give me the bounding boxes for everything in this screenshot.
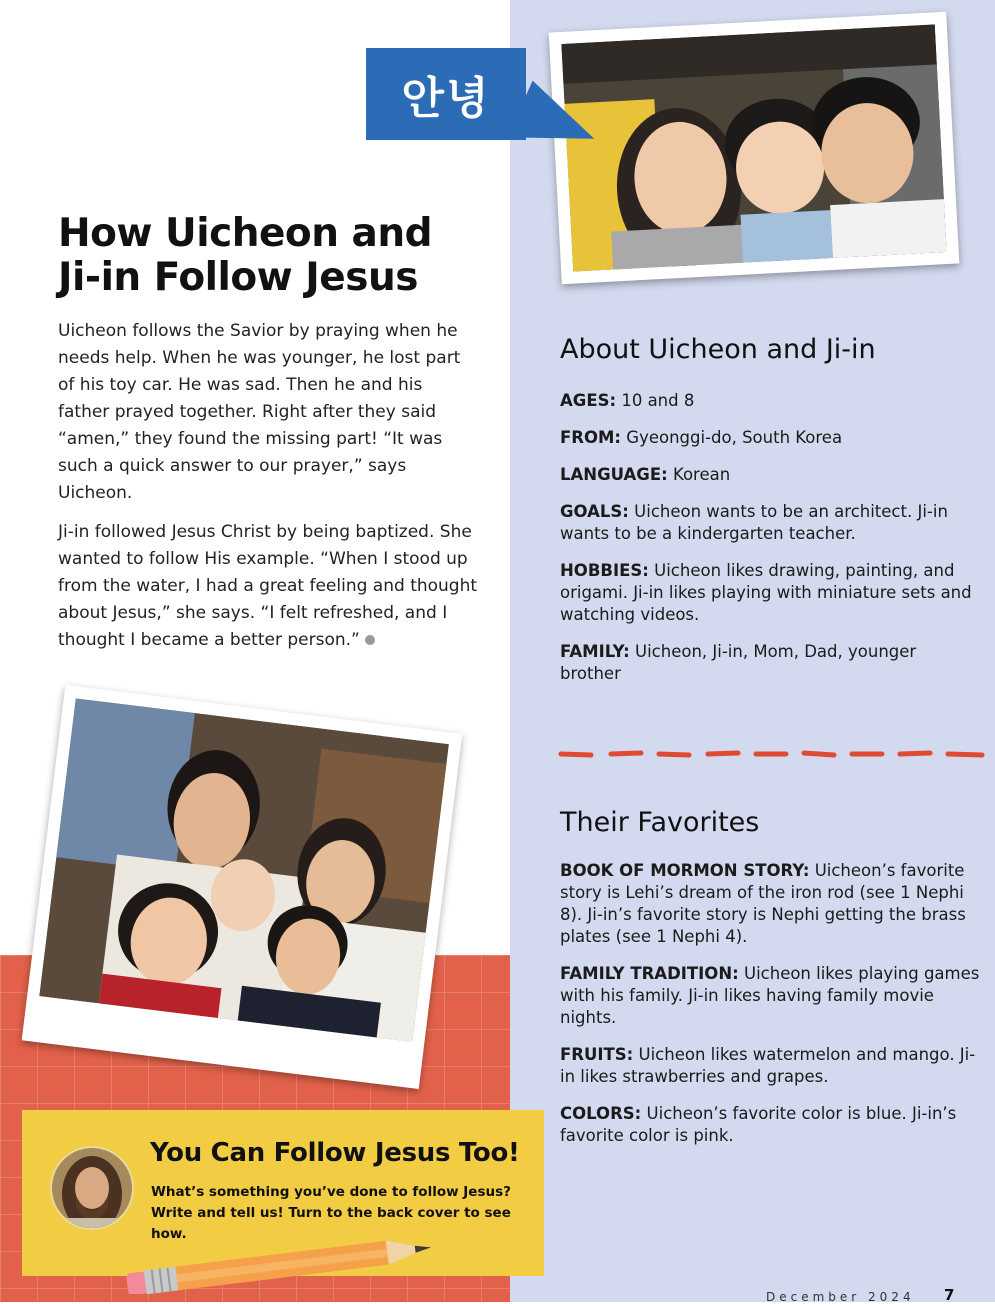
fact-label: FAMILY: (560, 642, 630, 661)
family-photo-image (39, 698, 449, 1042)
fact-from (560, 427, 980, 449)
fact-label: AGES: (560, 391, 617, 410)
jesus-portrait (50, 1146, 134, 1230)
fact-hobbies (560, 560, 980, 626)
fact-ages (560, 390, 980, 412)
fact-value: Gyeonggi-do, South Korea (626, 428, 843, 447)
fact-label: LANGUAGE: (560, 465, 668, 484)
kids-photo (549, 12, 960, 284)
fact-label: GOALS: (560, 502, 629, 521)
article-title (58, 212, 478, 300)
dashed-divider (558, 748, 988, 760)
jesus-portrait-image (52, 1148, 132, 1228)
family-photo (22, 685, 463, 1089)
speech-bubble: 안녕 (366, 48, 526, 140)
favorites-heading: Their Favorites (560, 807, 760, 838)
fact-label: BOOK OF MORMON STORY: (560, 861, 810, 880)
story-paragraph-2-text: Ji-in followed Jesus Christ by being baptized. She wanted to follow His example. “When I stood up from the water, I had a great feeling and thought about Jesus,” she says. “I felt refreshed, and I thought I became a better person.” (58, 522, 478, 650)
fact-family (560, 641, 980, 685)
article-title-line1: How Uicheon and (58, 211, 433, 256)
fact-value: Uicheon likes watermelon and mango. Ji-in likes strawberries and grapes. (560, 1045, 976, 1086)
kids-photo-image (561, 24, 946, 271)
fact-family-tradition (560, 963, 980, 1029)
callout-line-1: What’s something you’ve done to follow Jesus? (151, 1184, 511, 1200)
about-heading: About Uicheon and Ji-in (560, 334, 876, 365)
issue-date: December 2024 (766, 1290, 915, 1304)
fact-colors (560, 1103, 980, 1147)
story-paragraph-2 (58, 519, 478, 654)
fact-language (560, 464, 980, 486)
article-body (58, 318, 478, 666)
fact-value: Uicheon’s favorite color is blue. Ji-in’s favorite color is pink. (560, 1104, 957, 1145)
fact-value: Uicheon’s favorite story is Lehi’s dream of the iron rod (see 1 Nephi 8). Ji-in’s favorite story is Nephi getting the brass plates (see 1 Nephi 4). (560, 861, 966, 946)
fact-value: Uicheon wants to be an architect. Ji-in wants to be a kindergarten teacher. (560, 502, 948, 543)
fact-book-of-mormon-story (560, 860, 980, 948)
favorites-facts (560, 860, 980, 1162)
fact-value: Korean (672, 465, 731, 484)
fact-value: 10 and 8 (621, 391, 695, 410)
article-title-line2: Ji-in Follow Jesus (58, 255, 418, 300)
fact-label: FRUITS: (560, 1045, 634, 1064)
fact-value: Uicheon, Ji-in, Mom, Dad, younger brother (560, 642, 917, 683)
pencil-icon (122, 1234, 452, 1294)
fact-fruits (560, 1044, 980, 1088)
callout-line-2: Write and tell us! Turn to the back cover to see how. (151, 1205, 511, 1242)
fact-value: Uicheon likes playing games with his family. Ji-in likes having family movie nights. (560, 964, 980, 1027)
about-facts (560, 390, 980, 700)
fact-label: FAMILY TRADITION: (560, 964, 739, 983)
end-mark-icon (365, 635, 375, 645)
fact-label: FROM: (560, 428, 622, 447)
fact-value: Uicheon likes drawing, painting, and origami. Ji-in likes playing with miniature sets and watching videos. (560, 561, 972, 624)
page-number: 7 (944, 1286, 955, 1304)
fact-label: HOBBIES: (560, 561, 649, 580)
fact-goals (560, 501, 980, 545)
callout-title: You Can Follow Jesus Too! (150, 1138, 520, 1168)
story-paragraph-1: Uicheon follows the Savior by praying when he needs help. When he was younger, he lost part of his toy car. He was sad. Then he and his father prayed together. Right after they said “amen,” they found the missing part! “It was such a quick answer to our prayer,” says Uicheon. (58, 321, 461, 503)
fact-label: COLORS: (560, 1104, 642, 1123)
